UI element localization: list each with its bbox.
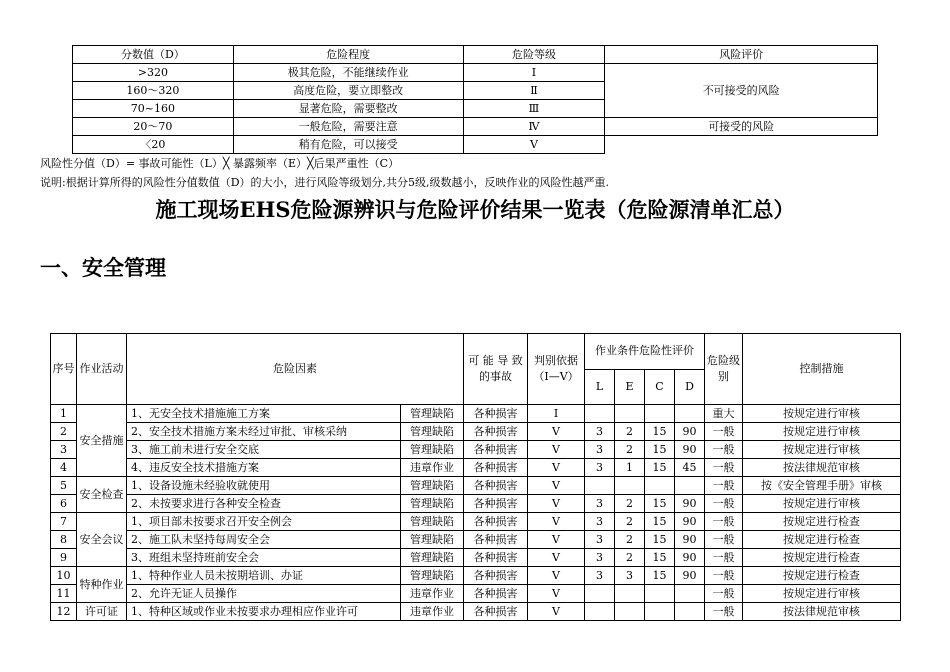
row-accident: 各种损害	[464, 459, 528, 477]
table-row	[51, 477, 901, 495]
scale-level: 极其危险，不能继续作业	[233, 64, 463, 82]
row-no: 7	[51, 513, 77, 531]
table-row	[51, 531, 901, 549]
row-grade: 一般	[705, 549, 743, 567]
row-D	[675, 405, 705, 423]
row-C: 15	[645, 423, 675, 441]
row-factor: 1、特种区域或作业未按要求办理相应作业许可	[127, 603, 401, 621]
row-grade: 一般	[705, 423, 743, 441]
header-seq: 序号	[51, 334, 77, 405]
scale-grade: Ⅰ	[463, 64, 605, 82]
row-control: 按规定进行审核	[743, 585, 901, 603]
row-basis: Ⅴ	[528, 477, 585, 495]
row-basis: Ⅴ	[528, 423, 585, 441]
row-L	[585, 603, 615, 621]
row-C	[645, 477, 675, 495]
row-type: 违章作业	[401, 585, 464, 603]
table-row	[51, 567, 901, 585]
row-accident: 各种损害	[464, 441, 528, 459]
row-L: 3	[585, 495, 615, 513]
scale-score: 〈20	[73, 136, 234, 154]
row-no: 3	[51, 441, 77, 459]
row-no: 8	[51, 531, 77, 549]
row-E: 3	[615, 567, 645, 585]
row-type: 管理缺陷	[401, 549, 464, 567]
row-accident: 各种损害	[464, 405, 528, 423]
scale-eval-unacceptable: 不可接受的风险	[605, 64, 878, 118]
row-C	[645, 603, 675, 621]
row-grade: 一般	[705, 513, 743, 531]
row-control: 按《安全管理手册》审核	[743, 477, 901, 495]
section-heading: 一、安全管理	[40, 255, 166, 280]
table-row	[51, 441, 901, 459]
scale-row	[73, 64, 878, 82]
row-D: 90	[675, 567, 705, 585]
row-grade: 一般	[705, 495, 743, 513]
row-no: 12	[51, 603, 77, 621]
row-C	[645, 585, 675, 603]
row-control: 按规定进行检查	[743, 513, 901, 531]
header-eval: 作业条件危险性评价	[585, 334, 705, 370]
header-hazard: 危险因素	[127, 334, 464, 405]
row-no: 10	[51, 567, 77, 585]
scale-header-level: 危险程度	[233, 46, 463, 64]
hazard-header-row	[51, 334, 901, 370]
scale-grade: Ⅴ	[463, 136, 605, 154]
row-L: 3	[585, 531, 615, 549]
row-control: 按规定进行检查	[743, 549, 901, 567]
table-row	[51, 585, 901, 603]
row-control: 按规定进行审核	[743, 441, 901, 459]
row-accident: 各种损害	[464, 603, 528, 621]
row-C: 15	[645, 441, 675, 459]
scale-score: 160～320	[73, 82, 234, 100]
row-factor: 4、违反安全技术措施方案	[127, 459, 401, 477]
scale-row	[73, 118, 878, 136]
row-factor: 2、施工队未坚持每周安全会	[127, 531, 401, 549]
row-E: 2	[615, 441, 645, 459]
row-accident: 各种损害	[464, 585, 528, 603]
row-D	[675, 603, 705, 621]
row-no: 6	[51, 495, 77, 513]
row-accident: 各种损害	[464, 477, 528, 495]
row-control: 按规定进行审核	[743, 405, 901, 423]
table-row	[51, 495, 901, 513]
row-grade: 一般	[705, 441, 743, 459]
risk-scale-table	[72, 45, 878, 154]
row-D: 90	[675, 513, 705, 531]
row-type: 管理缺陷	[401, 531, 464, 549]
row-basis: Ⅴ	[528, 441, 585, 459]
row-factor: 2、允许无证人员操作	[127, 585, 401, 603]
row-control: 按规定进行审核	[743, 423, 901, 441]
row-C: 15	[645, 459, 675, 477]
row-C: 15	[645, 549, 675, 567]
row-L: 3	[585, 567, 615, 585]
row-D: 90	[675, 423, 705, 441]
scale-eval-acceptable: 可接受的风险	[605, 118, 878, 136]
row-E: 2	[615, 513, 645, 531]
table-row	[51, 549, 901, 567]
row-E: 2	[615, 531, 645, 549]
row-factor: 1、特种作业人员未按期培训、办证	[127, 567, 401, 585]
row-accident: 各种损害	[464, 513, 528, 531]
row-factor: 1、设备设施未经验收就使用	[127, 477, 401, 495]
row-basis: Ⅰ	[528, 405, 585, 423]
row-type: 违章作业	[401, 603, 464, 621]
row-E	[615, 405, 645, 423]
row-type: 管理缺陷	[401, 423, 464, 441]
row-E	[615, 477, 645, 495]
activity-cell: 特种作业	[77, 567, 127, 603]
row-no: 2	[51, 423, 77, 441]
activity-cell: 安全措施	[77, 405, 127, 477]
row-L	[585, 405, 615, 423]
scale-header-eval: 风险评价	[605, 46, 878, 64]
row-grade: 一般	[705, 477, 743, 495]
scale-empty-cell	[605, 136, 878, 154]
row-grade: 一般	[705, 585, 743, 603]
row-no: 4	[51, 459, 77, 477]
row-grade: 一般	[705, 459, 743, 477]
explanation-note: 说明:根据计算所得的风险性分值数值（D）的大小，进行风险等级划分,共分5级,级数越小，反映作业的风险性越严重.	[40, 176, 610, 189]
row-factor: 2、安全技术措施方案未经过审批、审核采纳	[127, 423, 401, 441]
row-factor: 3、施工前未进行安全交底	[127, 441, 401, 459]
header-L: L	[585, 369, 615, 405]
row-L: 3	[585, 459, 615, 477]
row-basis: Ⅴ	[528, 531, 585, 549]
row-basis: Ⅴ	[528, 549, 585, 567]
row-C: 15	[645, 495, 675, 513]
row-control: 按法律规范审核	[743, 603, 901, 621]
row-accident: 各种损害	[464, 423, 528, 441]
row-control: 按规定进行审核	[743, 495, 901, 513]
row-grade: 一般	[705, 531, 743, 549]
table-row	[51, 423, 901, 441]
header-basis: 判别依据（Ⅰ—Ⅴ）	[528, 334, 585, 405]
row-grade: 重大	[705, 405, 743, 423]
row-factor: 1、项目部未按要求召开安全例会	[127, 513, 401, 531]
row-type: 管理缺陷	[401, 513, 464, 531]
row-C: 15	[645, 531, 675, 549]
row-type: 管理缺陷	[401, 441, 464, 459]
row-type: 管理缺陷	[401, 477, 464, 495]
row-accident: 各种损害	[464, 567, 528, 585]
row-basis: Ⅴ	[528, 603, 585, 621]
activity-cell: 安全会议	[77, 513, 127, 567]
scale-header-row	[73, 46, 878, 64]
header-activity: 作业活动	[77, 334, 127, 405]
row-L	[585, 477, 615, 495]
row-no: 1	[51, 405, 77, 423]
header-grade: 危险级别	[705, 334, 743, 405]
activity-cell: 安全检查	[77, 477, 127, 513]
row-accident: 各种损害	[464, 531, 528, 549]
row-type: 违章作业	[401, 459, 464, 477]
row-grade: 一般	[705, 603, 743, 621]
row-control: 按规定进行检查	[743, 567, 901, 585]
row-D	[675, 585, 705, 603]
scale-score: 70~160	[73, 100, 234, 118]
row-factor: 2、未按要求进行各种安全检查	[127, 495, 401, 513]
row-L	[585, 585, 615, 603]
header-control: 控制措施	[743, 334, 901, 405]
row-D	[675, 477, 705, 495]
row-no: 11	[51, 585, 77, 603]
row-no: 5	[51, 477, 77, 495]
row-grade: 一般	[705, 567, 743, 585]
row-D: 90	[675, 495, 705, 513]
row-C: 15	[645, 513, 675, 531]
row-factor: 3、班组未坚持班前安全会	[127, 549, 401, 567]
scale-row	[73, 136, 878, 154]
header-accident: 可 能 导 致 的事故	[464, 334, 528, 405]
scale-level: 高度危险，要立即整改	[233, 82, 463, 100]
scale-grade: Ⅳ	[463, 118, 605, 136]
row-E	[615, 603, 645, 621]
hazard-table	[50, 333, 901, 621]
row-basis: Ⅴ	[528, 585, 585, 603]
row-E: 2	[615, 423, 645, 441]
header-E: E	[615, 369, 645, 405]
table-row	[51, 405, 901, 423]
row-E: 1	[615, 459, 645, 477]
row-E	[615, 585, 645, 603]
table-row	[51, 459, 901, 477]
row-basis: Ⅴ	[528, 459, 585, 477]
scale-level: 稍有危险，可以接受	[233, 136, 463, 154]
row-L: 3	[585, 513, 615, 531]
header-D: D	[675, 369, 705, 405]
row-L: 3	[585, 441, 615, 459]
row-control: 按规定进行检查	[743, 531, 901, 549]
page-title: 施工现场EHS危险源辨识与危险评价结果一览表（危险源清单汇总）	[155, 197, 795, 222]
scale-level: 显著危险，需要整改	[233, 100, 463, 118]
scale-level: 一般危险，需要注意	[233, 118, 463, 136]
row-basis: Ⅴ	[528, 567, 585, 585]
header-C: C	[645, 369, 675, 405]
row-E: 2	[615, 495, 645, 513]
row-C	[645, 405, 675, 423]
scale-score: >320	[73, 64, 234, 82]
table-row	[51, 513, 901, 531]
row-D: 90	[675, 441, 705, 459]
formula-note: 风险性分值（D）= 事故可能性（L）╳ 暴露频率（E）╳后果严重性（C）	[40, 157, 400, 170]
row-L: 3	[585, 549, 615, 567]
row-control: 按法律规范审核	[743, 459, 901, 477]
row-basis: Ⅴ	[528, 495, 585, 513]
row-factor: 1、无安全技术措施施工方案	[127, 405, 401, 423]
scale-grade: Ⅲ	[463, 100, 605, 118]
row-basis: Ⅴ	[528, 513, 585, 531]
scale-header-grade: 危险等级	[463, 46, 605, 64]
row-C: 15	[645, 567, 675, 585]
row-accident: 各种损害	[464, 495, 528, 513]
scale-grade: Ⅱ	[463, 82, 605, 100]
activity-cell: 许可证	[77, 603, 127, 621]
row-E: 2	[615, 549, 645, 567]
row-no: 9	[51, 549, 77, 567]
table-row	[51, 603, 901, 621]
scale-header-score: 分数值（D）	[73, 46, 234, 64]
row-D: 90	[675, 549, 705, 567]
row-type: 管理缺陷	[401, 405, 464, 423]
row-type: 管理缺陷	[401, 567, 464, 585]
row-type: 管理缺陷	[401, 495, 464, 513]
row-L: 3	[585, 423, 615, 441]
row-accident: 各种损害	[464, 549, 528, 567]
scale-score: 20～70	[73, 118, 234, 136]
row-D: 45	[675, 459, 705, 477]
row-D: 90	[675, 531, 705, 549]
